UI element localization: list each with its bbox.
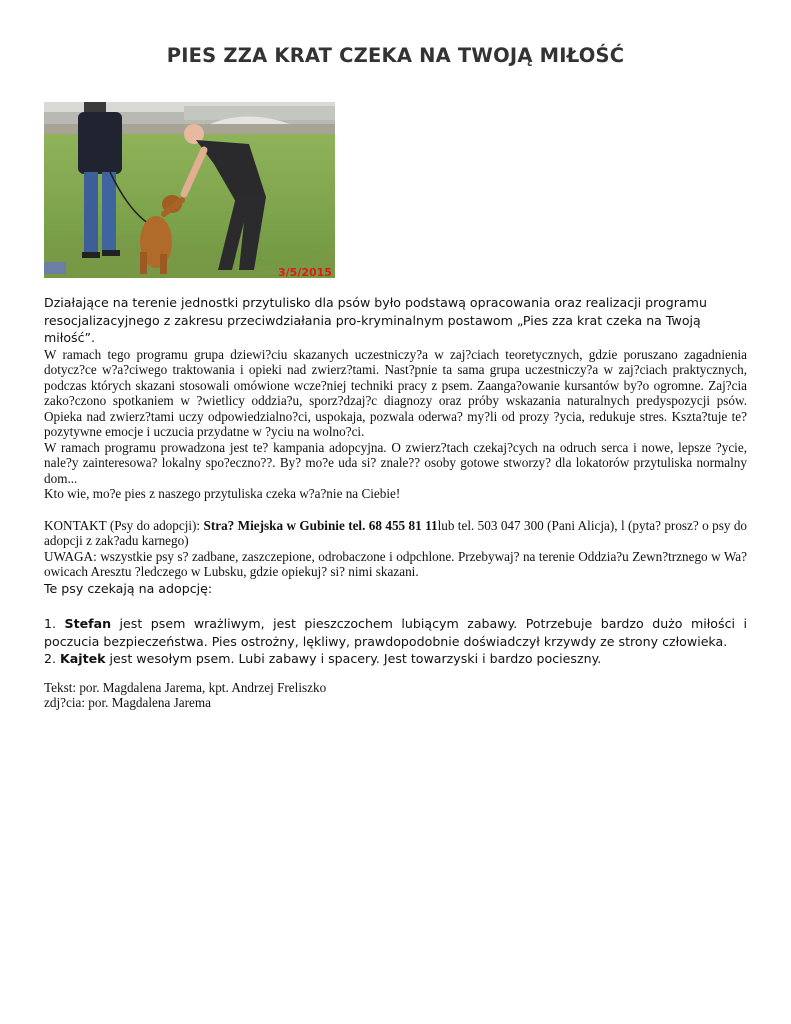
- dog-description: jest psem wrażliwym, jest pieszczochem lubiącym zabawy. Potrzebuje bardzo dużo miłości i poczucia bezpieczeństwa. Pies ostrożny, lękliwy, prawdopodobnie doświadczył krzywdy ze strony człowieka.: [44, 616, 747, 649]
- dog-number: 1.: [44, 616, 65, 631]
- campaign-paragraph: W ramach programu prowadzona jest te? kampania adopcyjna. O zwierz?tach czekaj?cych na odruch serca i nowe, lepsze ?ycie, nale?y zainteresowa? lokalny spo?eczno??. By? mo?e uda si? znale?? osoby gotowe stworzy? dla lokatorów przytuliska normalny dom...: [44, 439, 747, 486]
- program-paragraph: W ramach tego programu grupa dziewi?ciu skazanych uczestniczy?a w zaj?ciach teoretycznych, gdzie poruszano zagadnienia dotycz?ce w?a?ciwego traktowania i opieki nad zwierz?tami. Nast?pnie ta sama grupa uczestniczy?a w zaj?ciach praktycznych, podczas których skazani stosowali omówione wcze?niej techniki pracy z psem. Zaanga?owanie kursantów by?o ogromne. Zaj?cia zako?czono spotkaniem w ?wietlicy oddzia?u, sporz?dzaj?c diagnozy oraz próby wskazania naturalnych predyspozycji psów. Opieka nad zwierz?tami uczy odpowiedzialno?ci, uspokaja, pozwala oderwa? my?li od prozy ?ycia, redukuje stres. Kszta?tuje te? pozytywne emocje i uczucia przydatne w ?yciu na wolno?ci.: [44, 346, 747, 439]
- contact-prefix: KONTAKT (Psy do adopcji):: [44, 517, 204, 533]
- dog-entry-kajtek: [44, 650, 747, 668]
- dog-training-photo: [44, 102, 335, 278]
- photo-date-stamp: 3/5/2015: [278, 266, 332, 278]
- dog-name: Kajtek: [60, 651, 106, 666]
- credits-photo: zdj?cia: por. Magdalena Jarema: [44, 695, 211, 710]
- dog-entry-stefan: [44, 615, 747, 650]
- intro-paragraph: Działające na terenie jednostki przytulisko dla psów było podstawą opracowania oraz realizacji programu resocjalizacyjnego z zakresu przeciwdziałania pro-kryminalnym postawom „Pies zza krat czeka na Twoją miłość”.: [44, 295, 707, 345]
- contact-paragraph: [44, 518, 747, 549]
- adoption-heading: Te psy czekają na adopcję:: [44, 580, 213, 596]
- dog-number: 2.: [44, 651, 61, 666]
- page-title: PIES ZZA KRAT CZEKA NA TWOJĄ MIŁOŚĆ: [166, 44, 625, 67]
- dog-description: jest wesołym psem. Lubi zabawy i spacery. Jest towarzyski i bardzo pocieszny.: [105, 651, 602, 666]
- uwaga-paragraph: UWAGA: wszystkie psy s? zadbane, zaszczepione, odrobaczone i odpchlone. Przebywaj? na terenie Oddzia?u Zewn?trznego w Wa?owicach Aresztu ?ledczego w Lubsku, gdzie opiekuj? si? nimi skazani.: [44, 548, 747, 579]
- contact-suffix: lub tel. 503 047 300 (Pani Alicja), l (pyta? prosz? o psy do adopcji z zak?adu karnego): [44, 517, 748, 548]
- article-body: [44, 294, 747, 711]
- dog-name: Stefan: [64, 616, 112, 631]
- credits-text: Tekst: por. Magdalena Jarema, kpt. Andrzej Freliszko: [44, 679, 327, 695]
- contact-phone-strong: Stra? Miejska w Gubinie tel. 68 455 81 11: [203, 517, 438, 533]
- closing-question: Kto wie, mo?e pies z naszego przytuliska czeka w?a?nie na Ciebie!: [44, 486, 401, 501]
